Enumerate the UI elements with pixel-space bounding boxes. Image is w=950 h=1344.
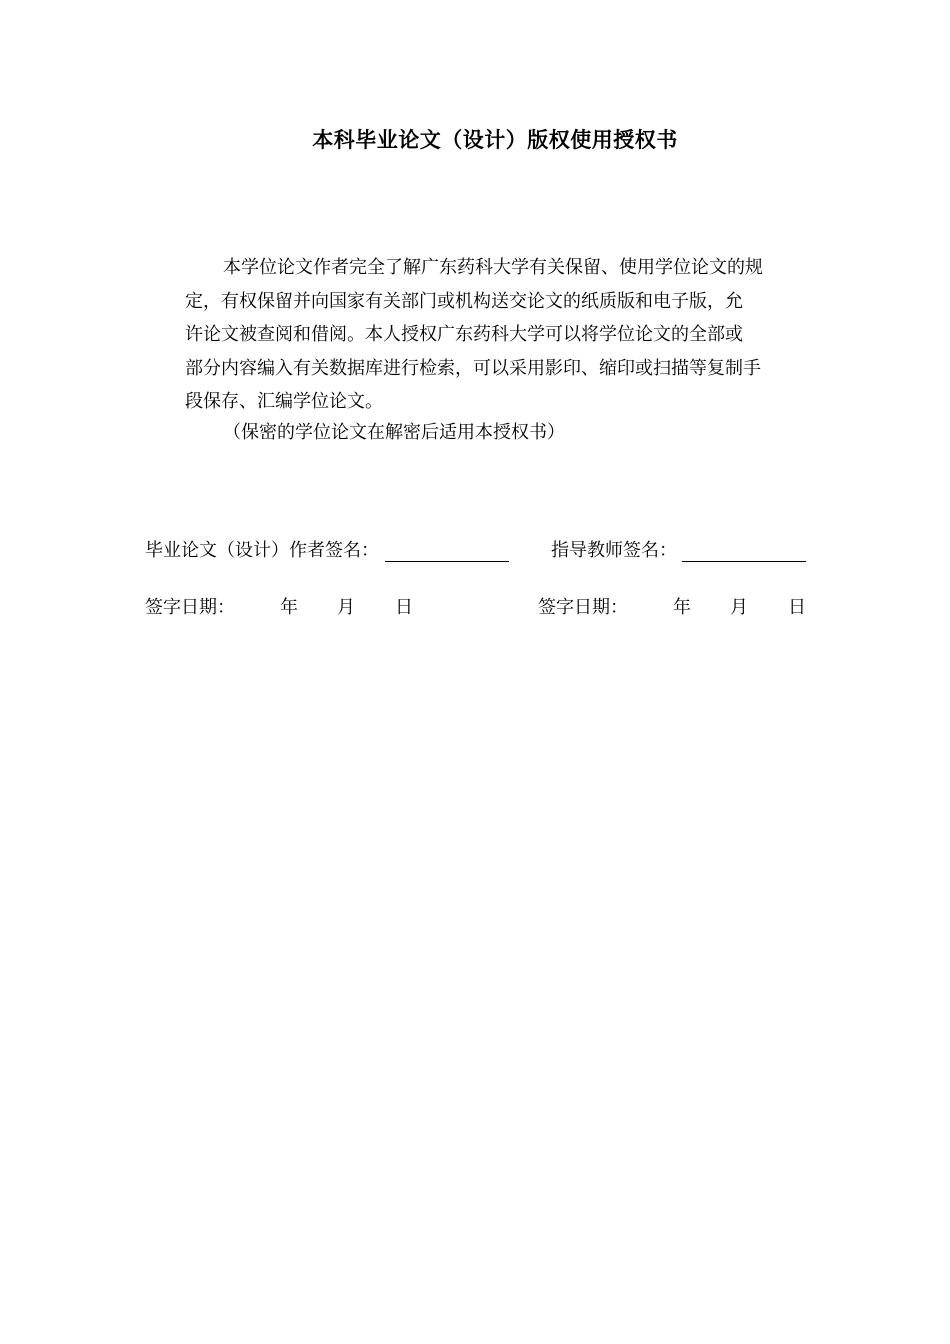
advisor-signature-line[interactable] [682,537,806,562]
advisor-signature-row [551,537,806,565]
document-title: 本科毕业论文（设计）版权使用授权书 [312,128,678,152]
authorization-paragraph [185,251,810,419]
paragraph-line: 许论文被查阅和借阅。本人授权广东药科大学可以将学位论文的全部或 [185,324,743,345]
paragraph-line: 本学位论文作者完全了解广东药科大学有关保留、使用学位论文的规 [223,257,763,278]
author-signature-label: 毕业论文（设计）作者签名： [145,540,379,561]
date-label: 签字日期： [538,597,628,618]
date-day: 日 [395,597,413,618]
date-month: 月 [337,597,355,618]
paragraph-line: 部分内容编入有关数据库进行检索，可以采用影印、缩印或扫描等复制手 [185,357,761,379]
author-signature-row [145,537,509,565]
paragraph-line: 段保存、汇编学位论文。 [185,391,383,412]
date-month: 月 [730,597,748,618]
advisor-signature-label: 指导教师签名： [551,540,677,561]
paragraph-line: 定，有权保留并向国家有关部门或机构送交论文的纸质版和电子版，允 [185,290,743,312]
date-year: 年 [280,597,298,618]
date-label: 签字日期： [145,597,235,618]
date-day: 日 [788,597,806,618]
author-signature-line[interactable] [385,537,509,562]
confidentiality-note: （保密的学位论文在解密后适用本授权书） [223,422,565,443]
date-year: 年 [673,597,691,618]
